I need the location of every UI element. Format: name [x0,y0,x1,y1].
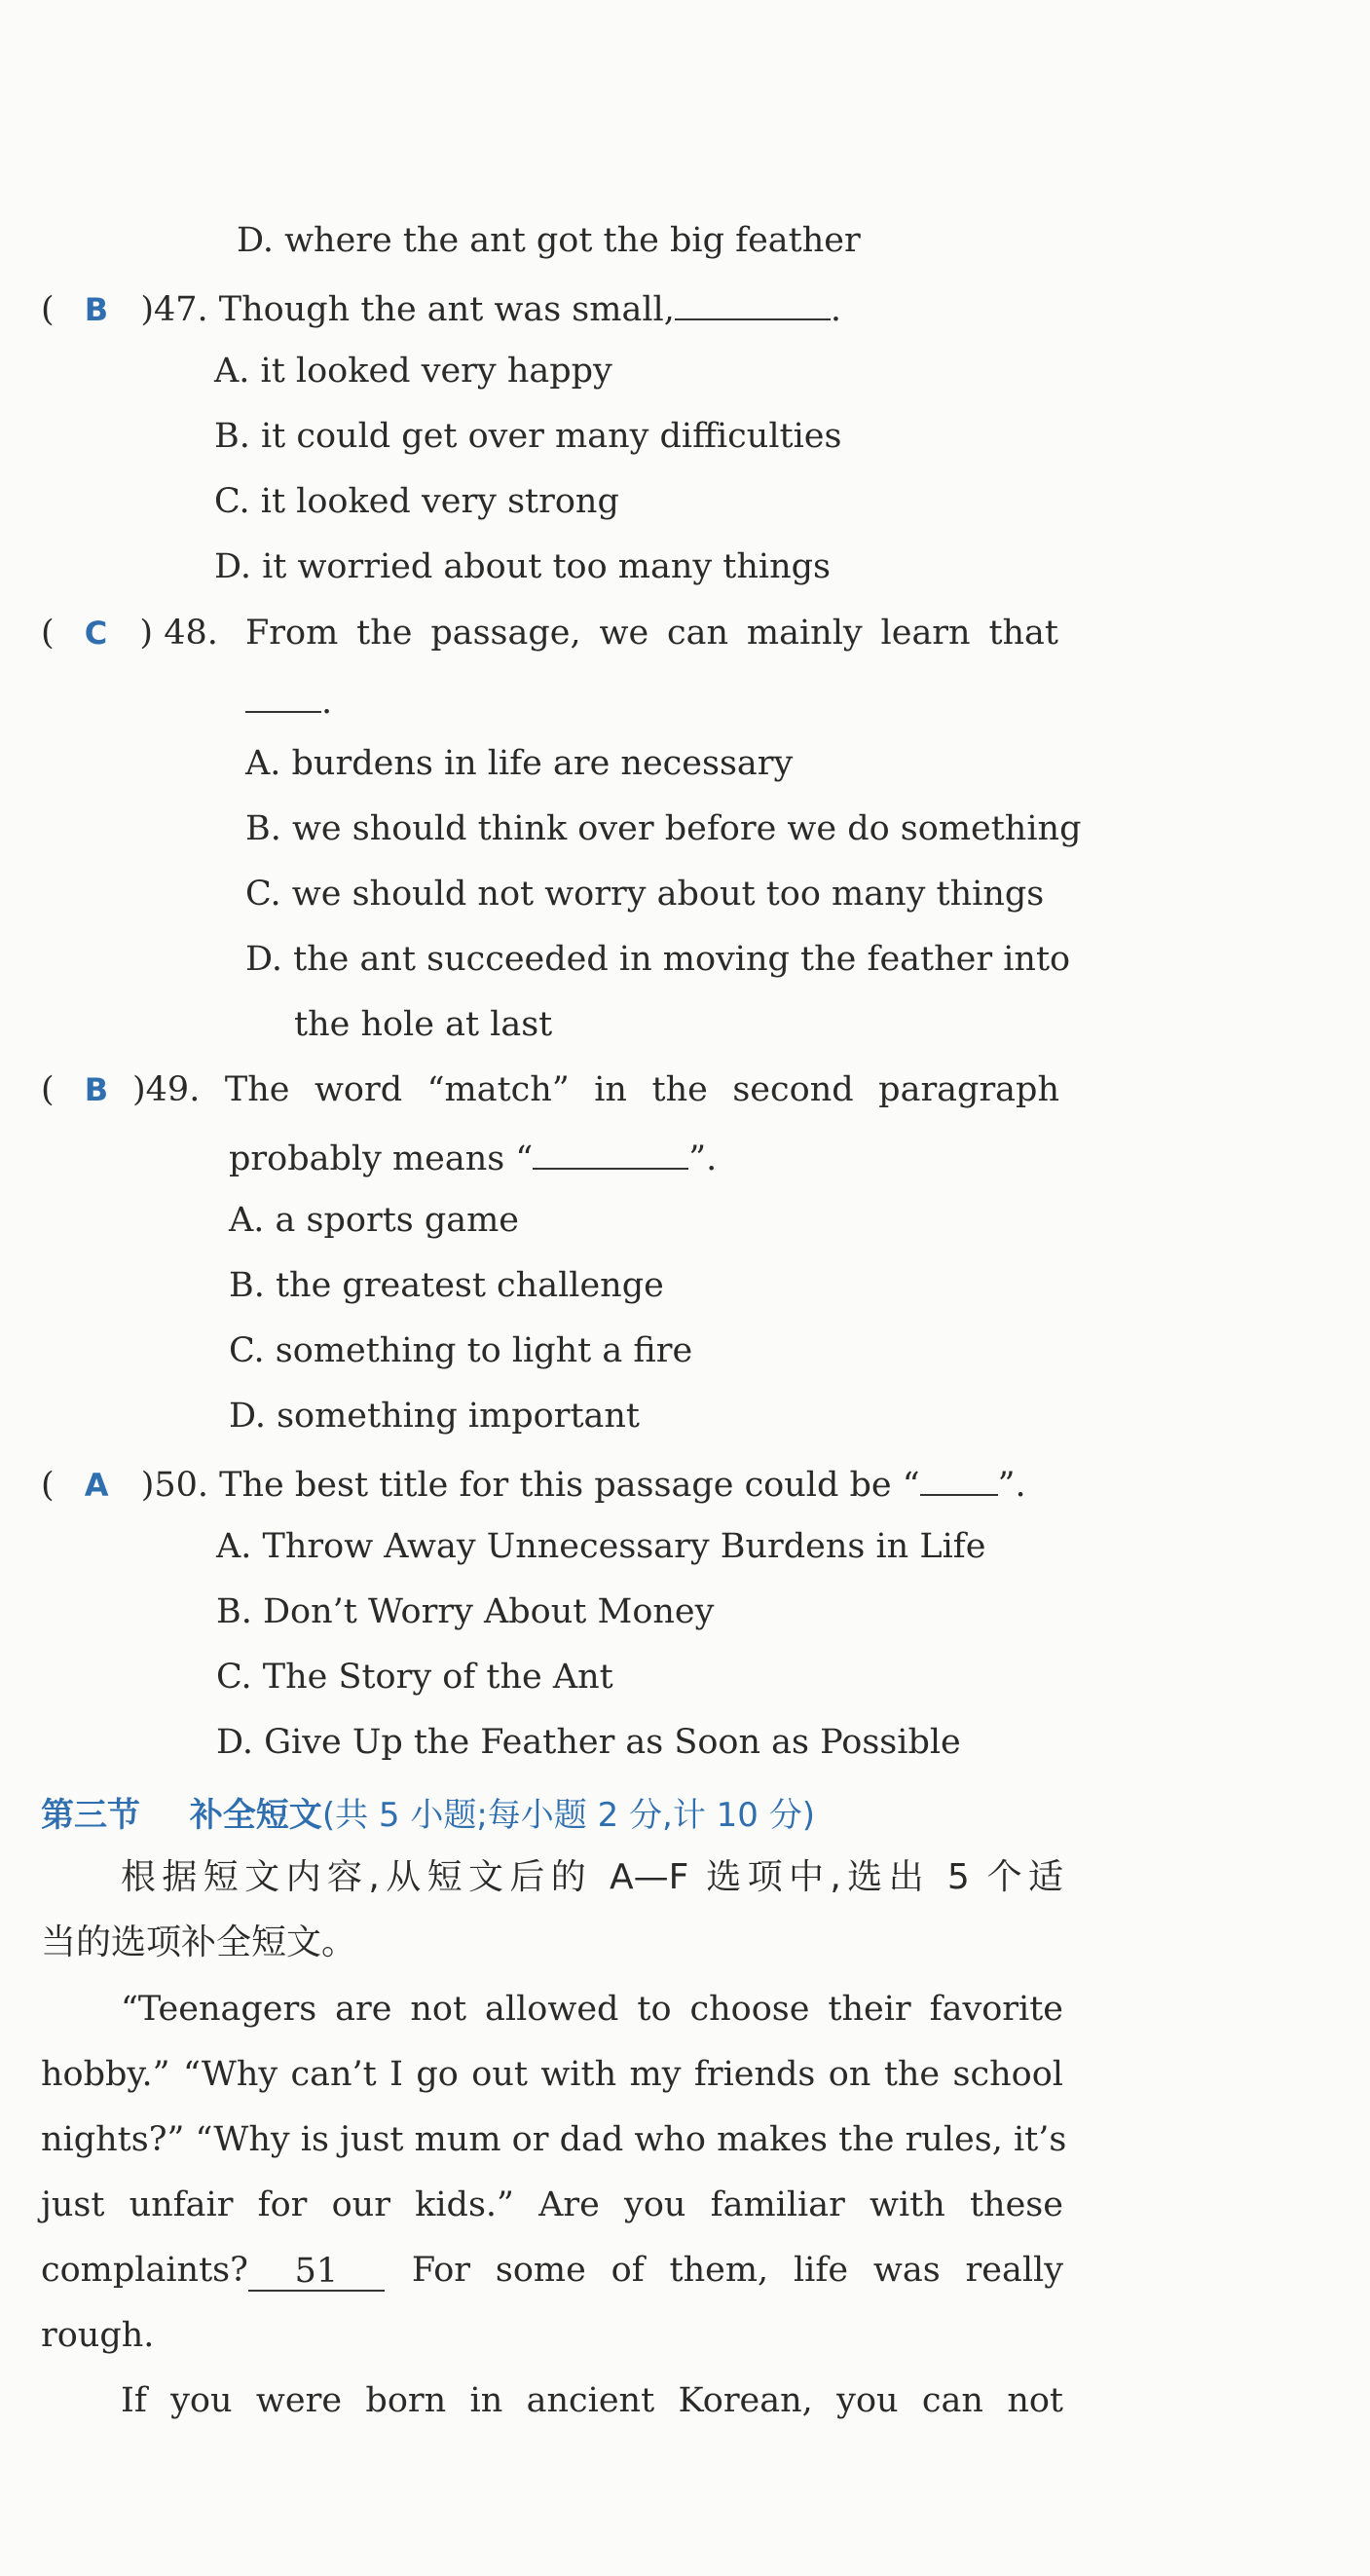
q47-option-c: C. it looked very strong [214,482,619,521]
passage-line-1: “Teenagers are not allowed to choose their favorite [121,1990,1063,2029]
q49-paren-open: ( [41,1070,55,1109]
q47-stem-end: . [830,290,841,329]
section-3-label: 第三节 [41,1796,140,1835]
q49-option-c: C. something to light a fire [229,1331,693,1370]
blank-51: 51 [248,2254,385,2292]
q50-stem-text: )50. The best title for this passage could be “ [140,1466,920,1505]
q47-option-b: B. it could get over many difficulties [214,417,842,456]
section-3-instruction-line1: 根据短文内容,从短文后的 A—F 选项中,选出 5 个适 [121,1857,1063,1897]
q49-stem-line2 [229,1139,717,1176]
q47-paren-open: ( [41,290,55,329]
passage-line-5 [41,2251,1063,2292]
passage-line-5-start: complaints? [41,2251,248,2290]
q49-blank [533,1139,688,1170]
q48-option-c: C. we should not worry about too many things [245,875,1045,914]
q48-option-b: B. we should think over before we do something [245,809,1082,848]
q46-option-d: D. where the ant got the big feather [237,221,861,260]
q47-option-a: A. it looked very happy [214,352,612,391]
q50-blank [920,1465,998,1496]
q49-paren [41,1070,109,1109]
q47-answer: B [84,291,109,328]
q48-paren [41,616,218,651]
passage-line-3: nights?” “Why is just mum or dad who makes the rules, it’s [41,2120,1067,2159]
passage-line-4: just unfair for our kids.” Are you familiar with these [41,2185,1063,2224]
q50-option-d: D. Give Up the Feather as Soon as Possible [216,1723,961,1762]
q48-stem-end: . [321,683,333,722]
q48-stem-line1: From the passage, we can mainly learn that [245,614,1058,653]
passage-line-6: rough. [41,2316,155,2355]
q48-answer: C [84,615,108,652]
passage-line-7: If you were born in ancient Korean, you can not [121,2381,1063,2420]
q49-answer: B [84,1071,109,1108]
q47-blank [675,289,831,320]
section-3-title: 补全短文 [189,1796,322,1835]
q50-option-b: B. Don’t Worry About Money [216,1592,715,1631]
q48-option-d: D. the ant succeeded in moving the feather into [245,940,1071,979]
q49-stem-line2-text: probably means “ [229,1139,534,1178]
q49-option-b: B. the greatest challenge [229,1266,664,1305]
q47-stem [41,289,841,327]
section-3-instruction-line2: 当的选项补全短文。 [41,1923,357,1962]
q48-number: 48. [164,614,218,653]
q50-paren-open: ( [41,1466,55,1505]
passage-line-2: hobby.” “Why can’t I go out with my friends on the school [41,2055,1063,2094]
q50-answer: A [84,1467,109,1504]
passage-line-5-end: For some of them, life was really [411,2251,1063,2290]
q49-stem-end: ”. [688,1139,718,1178]
q49-option-a: A. a sports game [229,1201,520,1240]
q48-paren-close: ) [139,614,154,653]
q48-blank [245,682,321,713]
q49-stem-line1: )49. The word “match” in the second paragraph [132,1070,1059,1109]
section-3-subtitle: (共 5 小题;每小题 2 分,计 10 分) [321,1796,815,1835]
q48-option-a: A. burdens in life are necessary [245,744,794,783]
q48-option-d-cont: the hole at last [294,1005,553,1044]
section-3-heading [41,1788,815,1836]
q47-option-d: D. it worried about too many things [214,547,831,586]
q50-stem [41,1465,1026,1503]
q48-paren-open: ( [41,614,55,653]
q49-option-d: D. something important [229,1397,640,1436]
q50-option-a: A. Throw Away Unnecessary Burdens in Life [216,1527,986,1566]
q50-stem-end: ”. [997,1466,1026,1505]
q48-stem-line2 [245,682,332,720]
q47-stem-text: )47. Though the ant was small, [140,290,675,329]
q50-option-c: C. The Story of the Ant [216,1658,613,1697]
